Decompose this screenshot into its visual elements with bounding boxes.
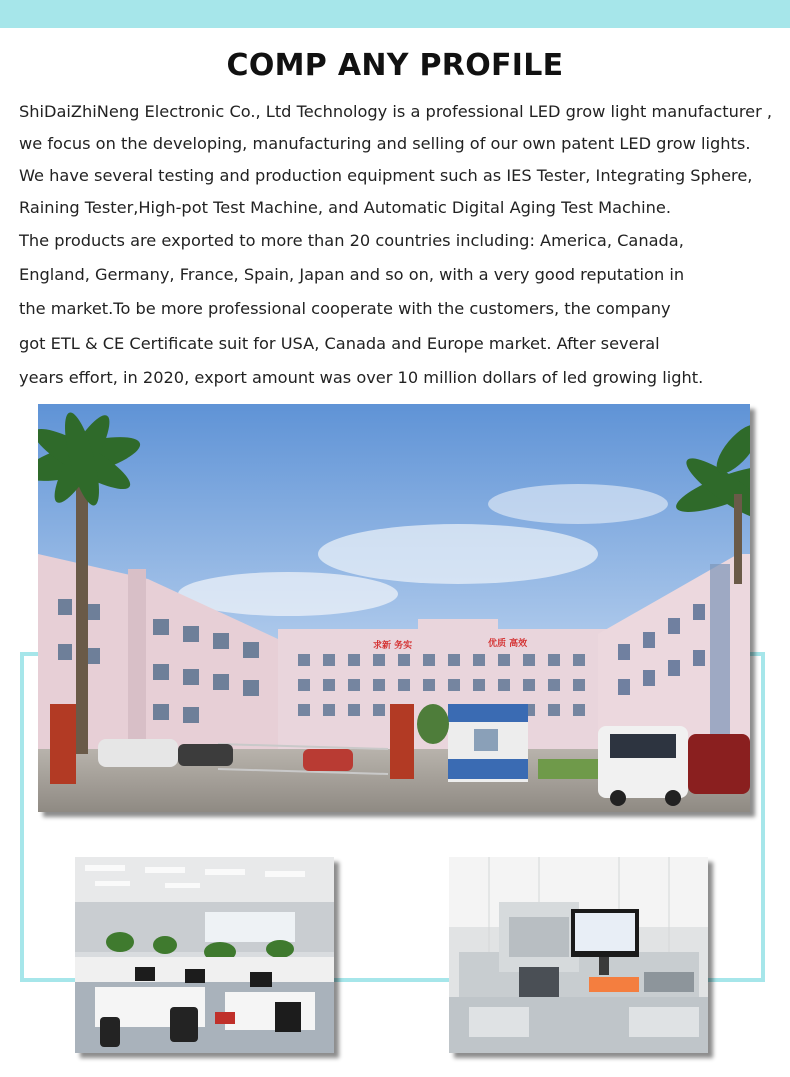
company-intro [19,96,789,395]
sign-left: 求新 务实 [373,641,413,651]
top-accent-band [0,0,790,28]
intro-line: Raining Tester,High-pot Test Machine, and Automatic Digital Aging Test Machine. [19,198,672,217]
intro-line: the market.To be more professional cooperate with the customers, the company [19,299,671,319]
lab-photo [449,857,708,1053]
intro-line: England, Germany, France, Spain, Japan and so on, with a very good reputation in [19,265,685,285]
intro-line: The products are exported to more than 20 countries including: America, Canada, [19,231,684,250]
intro-line: got ETL & CE Certificate suit for USA, Canada and Europe market. After several [19,333,660,353]
factory-photo [38,404,750,812]
sign-right: 优质 高效 [488,639,528,649]
office-photo [75,857,334,1053]
intro-line: years effort, in 2020, export amount was over 10 million dollars of led growing light. [19,367,704,387]
intro-line: We have several testing and production equipment such as IES Tester, Integrating Sphere, [19,166,753,185]
intro-line: we focus on the developing, manufacturing and selling of our own patent LED grow lights. [19,134,751,153]
page-title: COMP ANY PROFILE [226,48,564,83]
intro-line: ShiDaiZhiNeng Electronic Co., Ltd Technology is a professional LED grow light manufacturer , [19,102,773,121]
